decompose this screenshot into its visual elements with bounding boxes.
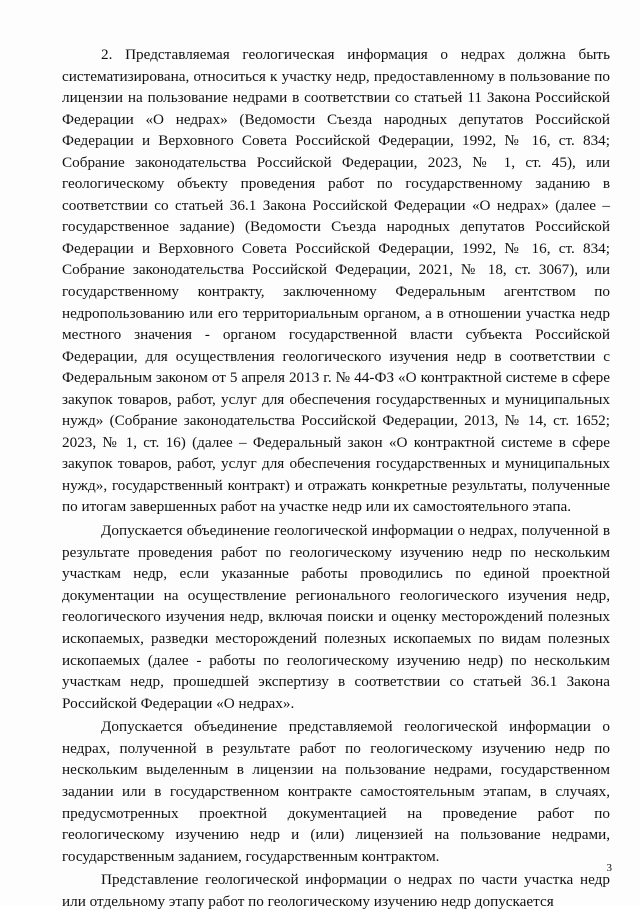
paragraph-merge-stages: Допускается объединение представляемой геологической информации о недрах, полученной в результате работ по геологическому изучению недр по нескольким выделенным в лицензии на пользование недрами, государственном задании или в государственном контракте самостоятельным этапам, в случаях, предусмотренных проектной документацией на проведение работ по геологическому изучению недр и (или) лицензией на пользование недрами, государственным заданием, государственным контрактом. [62,718,610,865]
paragraph-merge-areas: Допускается объединение геологической информации о недрах, полученной в результате проведения работ по геологическому изучению недр по нескольким участкам недр, если указанные работы проводились по единой проектной документации на осуществление регионального геологического изучения недр, геологического изучения недр, включая поиски и оценку месторождений полезных ископаемых, разведки месторождений полезных ископаемых по видам полезных ископаемых (далее - работы по геологическому изучению недр) по нескольким участкам недр, прошедшей экспертизу в соответствии со статьей 36.1 Закона Российской Федерации «О недрах». [62,522,610,712]
document-body [62,44,610,915]
paragraph-item-2: 2. Представляемая геологическая информация о недрах должна быть систематизирована, относиться к участку недр, предоставленному в пользование по лицензии на пользование недрами в соответствии со статьей 11 Закона Российской Федерации «О недрах» (Ведомости Съезда народных депутатов Российской Федерации и Верховного Совета Российской Федерации, 1992, № 16, ст. 834; Собрание законодательства Российской Федерации, 2023, № 1, ст. 45), или геологическому объекту проведения работ по государственному заданию в соответствии со статьей 36.1 Закона Российской Федерации «О недрах» (далее – государственное задание) (Ведомости Съезда народных депутатов Российской Федерации и Верховного Совета Российской Федерации, 1992, № 16, ст. 834; Собрание законодательства Российской Федерации, 2021, № 18, ст. 3067), или государственному контракту, заключенному Федеральным агентством по недропользованию или его территориальным органом, а в отношении участка недр местного значения - органом государственной власти субъекта Российской Федерации, для осуществления геологического изучения недр в соответствии с Федеральным законом от 5 апреля 2013 г. № 44-ФЗ «О контрактной системе в сфере закупок товаров, работ, услуг для обеспечения государственных и муниципальных нужд» (Собрание законодательства Российской Федерации, 2013, № 14, ст. 1652; 2023, № 1, ст. 16) (далее – Федеральный закон «О контрактной системе в сфере закупок товаров, работ, услуг для обеспечения государственных и муниципальных нужд», государственный контракт) и отражать конкретные результаты, полученные по итогам завершенных работ на участке недр или их самостоятельного этапа. [62,46,610,516]
page-number: 3 [606,862,612,874]
paragraph-partial-submission: Представление геологической информации о недрах по части участка недр или отдельному этапу работ по геологическому изучению недр допускается [62,871,610,910]
